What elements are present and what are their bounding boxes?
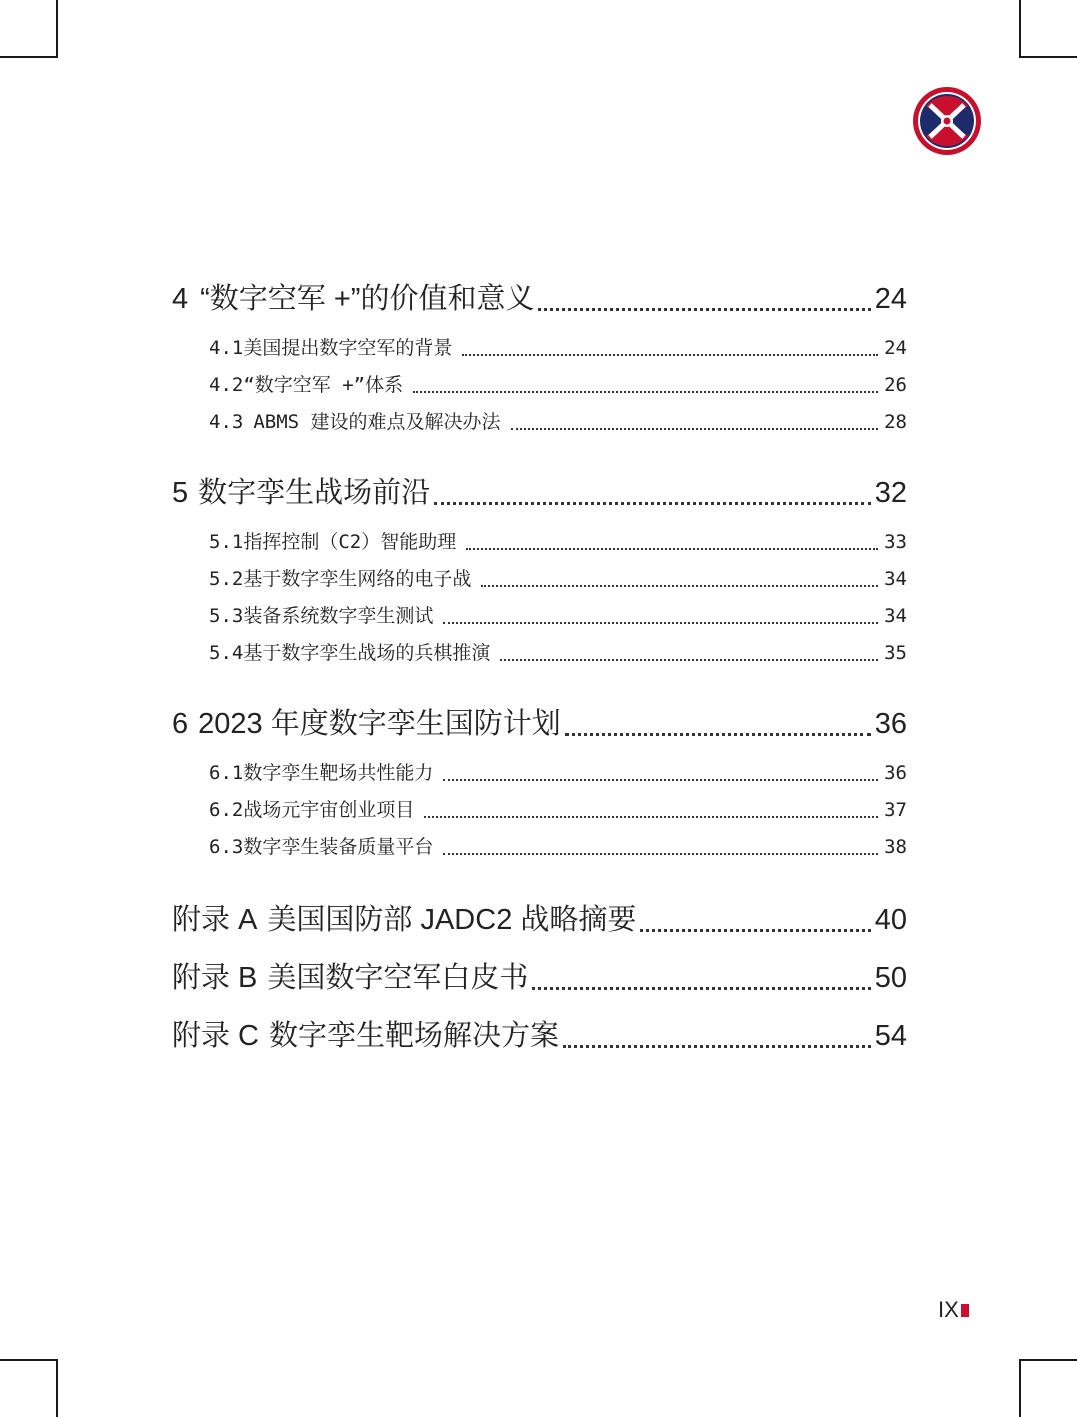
subsection-title: 基于数字孪生网络的电子战 — [243, 568, 472, 590]
appendix-title: 美国数字空军白皮书 — [267, 962, 529, 994]
page-number-accent — [961, 1304, 969, 1317]
subsection-number: 5.2 — [209, 568, 244, 590]
toc-subsection[interactable] — [209, 797, 907, 824]
subsection-title: ABMS 建设的难点及解决办法 — [253, 411, 501, 433]
subsection-number: 4.1 — [209, 337, 244, 359]
dot-leader — [434, 502, 871, 505]
subsection-page: 24 — [884, 337, 907, 359]
crop-mark-top-left-v — [56, 0, 58, 58]
subsection-page: 33 — [884, 531, 907, 553]
table-of-contents — [172, 280, 907, 1055]
chapter-page: 32 — [874, 477, 907, 509]
subsection-title: 美国提出数字空军的背景 — [243, 337, 453, 359]
toc-appendix[interactable] — [172, 1017, 907, 1055]
appendix-title: 数字孪生靶场解决方案 — [269, 1020, 560, 1052]
toc-chapter[interactable] — [172, 280, 907, 318]
dot-leader — [532, 987, 870, 990]
subsection-title: 基于数字孪生战场的兵棋推演 — [243, 642, 491, 664]
dot-leader — [511, 428, 879, 430]
subsection-title: 指挥控制（C2）智能助理 — [243, 531, 457, 553]
dot-leader — [640, 929, 870, 932]
subsection-page: 36 — [884, 762, 907, 784]
subsection-title: “数字空军 +”体系 — [243, 374, 404, 396]
subsection-number: 5.3 — [209, 605, 244, 627]
dot-leader — [443, 779, 878, 781]
chapter-title: 数字孪生战场前沿 — [198, 477, 431, 509]
subsection-page: 34 — [884, 568, 907, 590]
appendix-page: 50 — [874, 962, 907, 994]
appendix-label: 附录 C — [172, 1020, 260, 1052]
crop-mark-bottom-right-h — [1019, 1359, 1077, 1361]
appendix-label: 附录 A — [172, 904, 258, 936]
subsection-page: 28 — [884, 411, 907, 433]
subsection-number: 4.2 — [209, 374, 244, 396]
toc-subsection[interactable] — [209, 372, 907, 399]
subsection-page: 34 — [884, 605, 907, 627]
toc-subsection[interactable] — [209, 566, 907, 593]
dot-leader — [500, 659, 878, 661]
toc-subsection[interactable] — [209, 529, 907, 556]
subsection-title: 战场元宇宙创业项目 — [243, 799, 415, 821]
chapter-title: “数字空军 +”的价值和意义 — [200, 283, 535, 315]
dot-leader — [481, 585, 878, 587]
toc-subsection[interactable] — [209, 760, 907, 787]
dot-leader — [565, 733, 871, 736]
toc-subsection[interactable] — [209, 834, 907, 861]
dot-leader — [462, 354, 878, 356]
dot-leader — [413, 391, 878, 393]
subsection-number: 6.3 — [209, 836, 244, 858]
dot-leader — [443, 622, 878, 624]
subsection-title: 数字孪生装备质量平台 — [243, 836, 434, 858]
toc-chapter[interactable] — [172, 705, 907, 743]
crop-mark-top-right-v — [1019, 0, 1021, 58]
subsection-page: 35 — [884, 642, 907, 664]
subsection-title: 数字孪生靶场共性能力 — [243, 762, 434, 784]
subsection-number: 6.1 — [209, 762, 244, 784]
toc-subsection[interactable] — [209, 603, 907, 630]
dot-leader — [443, 853, 878, 855]
circular-emblem-icon — [912, 86, 982, 156]
chapter-page: 24 — [874, 283, 907, 315]
subsection-number: 4.3 — [209, 411, 244, 433]
chapter-number: 5 — [172, 477, 189, 509]
dot-leader — [538, 308, 870, 311]
dot-leader — [424, 816, 878, 818]
chapter-page: 36 — [874, 708, 907, 740]
toc-appendix[interactable] — [172, 959, 907, 997]
crop-mark-top-right-h — [1019, 56, 1077, 58]
subsection-page: 37 — [884, 799, 907, 821]
toc-subsection[interactable] — [209, 409, 907, 436]
toc-appendix[interactable] — [172, 901, 907, 939]
crop-mark-bottom-right-v — [1019, 1359, 1021, 1417]
chapter-number: 4 — [172, 283, 189, 315]
crop-mark-bottom-left-v — [56, 1359, 58, 1417]
page-number: IX — [938, 1297, 959, 1322]
chapter-number: 6 — [172, 708, 189, 740]
toc-subsection[interactable] — [209, 335, 907, 362]
subsection-page: 26 — [884, 374, 907, 396]
subsection-title: 装备系统数字孪生测试 — [243, 605, 434, 627]
appendix-page: 54 — [874, 1020, 907, 1052]
toc-chapter[interactable] — [172, 474, 907, 512]
subsection-page: 38 — [884, 836, 907, 858]
dot-leader — [563, 1045, 871, 1048]
crop-mark-bottom-left-h — [0, 1359, 58, 1361]
dot-leader — [466, 548, 878, 550]
subsection-number: 6.2 — [209, 799, 244, 821]
appendix-title: 美国国防部 JADC2 战略摘要 — [267, 904, 637, 936]
subsection-number: 5.4 — [209, 642, 244, 664]
chapter-title: 2023 年度数字孪生国防计划 — [198, 708, 561, 740]
appendix-label: 附录 B — [172, 962, 258, 994]
toc-subsection[interactable] — [209, 640, 907, 667]
appendix-page: 40 — [874, 904, 907, 936]
subsection-number: 5.1 — [209, 531, 244, 553]
crop-mark-top-left-h — [0, 56, 58, 58]
